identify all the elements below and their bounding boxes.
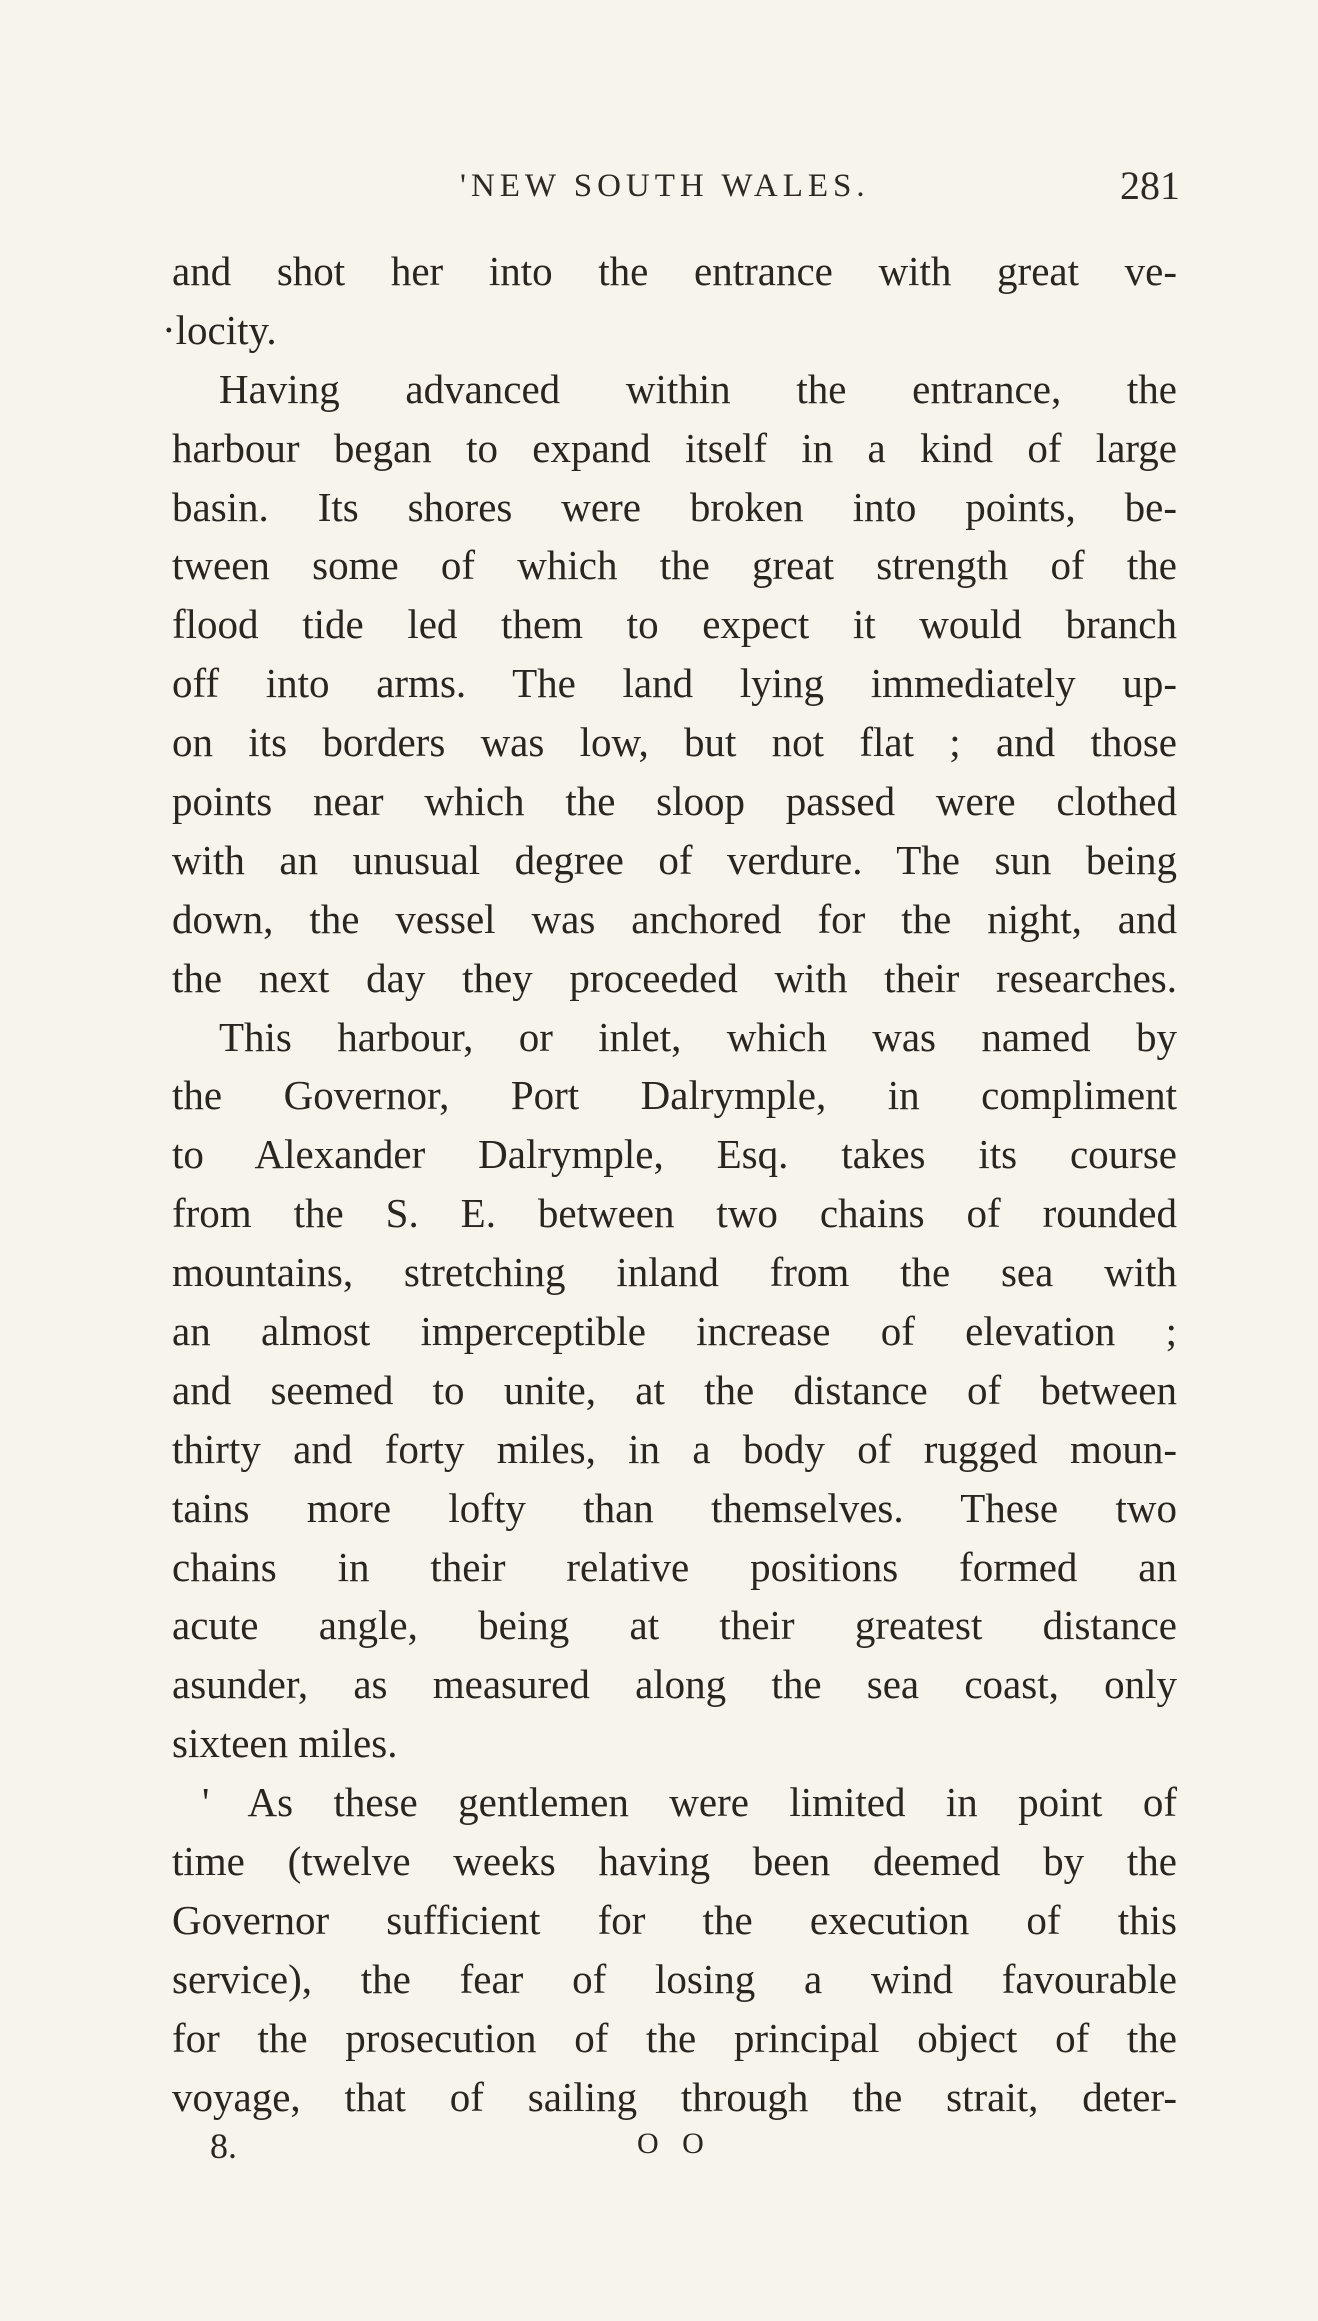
text-line: This harbour, or inlet, which was named by [219, 1013, 1177, 1060]
text-line: asunder, as measured along the sea coast, only [172, 1661, 1177, 1708]
text-line: voyage, that of sailing through the strait, deter- [172, 2073, 1177, 2120]
body-text [162, 242, 1177, 2127]
text-line: on its borders was low, but not flat ; and those [172, 719, 1177, 766]
running-title: 'NEW SOUTH WALES. [460, 168, 870, 204]
text-line: mountains, stretching inland from the sea with [172, 1249, 1177, 1296]
page-footer [210, 2125, 810, 2175]
text-line: tween some of which the great strength of the [172, 542, 1177, 589]
text-line: chains in their relative positions formed an [172, 1543, 1177, 1590]
text-line: an almost imperceptible increase of elevation ; [172, 1308, 1177, 1355]
text-line: for the prosecution of the principal object of the [172, 2014, 1177, 2061]
text-line: with an unusual degree of verdure. The sun being [172, 836, 1177, 883]
text-line: service), the fear of losing a wind favourable [172, 1955, 1177, 2002]
text-line: the next day they proceeded with their researches. [172, 954, 1177, 1001]
text-line: time (twelve weeks having been deemed by the [172, 1838, 1177, 1885]
text-line: thirty and forty miles, in a body of rugged moun- [172, 1425, 1177, 1472]
text-line: acute angle, being at their greatest distance [172, 1602, 1177, 1649]
text-line: Having advanced within the entrance, the [219, 365, 1177, 412]
page-number: 281 [1120, 163, 1180, 208]
text-line: sixteen miles. [172, 1720, 398, 1767]
text-line: Governor sufficient for the execution of this [172, 1896, 1177, 1943]
signature-number: 8. [210, 2126, 237, 2166]
text-line: from the S. E. between two chains of rounded [172, 1190, 1177, 1237]
text-line: harbour began to expand itself in a kind of large [172, 424, 1177, 471]
text-line: to Alexander Dalrymple, Esq. takes its course [172, 1131, 1177, 1178]
text-line: the Governor, Port Dalrymple, in compliment [172, 1072, 1177, 1119]
text-line: off into arms. The land lying immediately up- [172, 660, 1177, 707]
text-line: and seemed to unite, at the distance of between [172, 1366, 1177, 1413]
text-line: flood tide led them to expect it would branch [172, 601, 1177, 648]
text-line: down, the vessel was anchored for the night, and [172, 895, 1177, 942]
signature-mark: O O [637, 2127, 712, 2160]
text-line: and shot her into the entrance with great ve- [172, 248, 1177, 294]
text-line: ' As these gentlemen were limited in point of [202, 1779, 1177, 1826]
text-line: tains more lofty than themselves. These two [172, 1484, 1177, 1531]
text-line: basin. Its shores were broken into points, be- [172, 483, 1177, 530]
text-line: points near which the sloop passed were clothed [172, 778, 1177, 825]
text-line: ·locity. [162, 306, 277, 353]
running-head [170, 163, 1180, 218]
